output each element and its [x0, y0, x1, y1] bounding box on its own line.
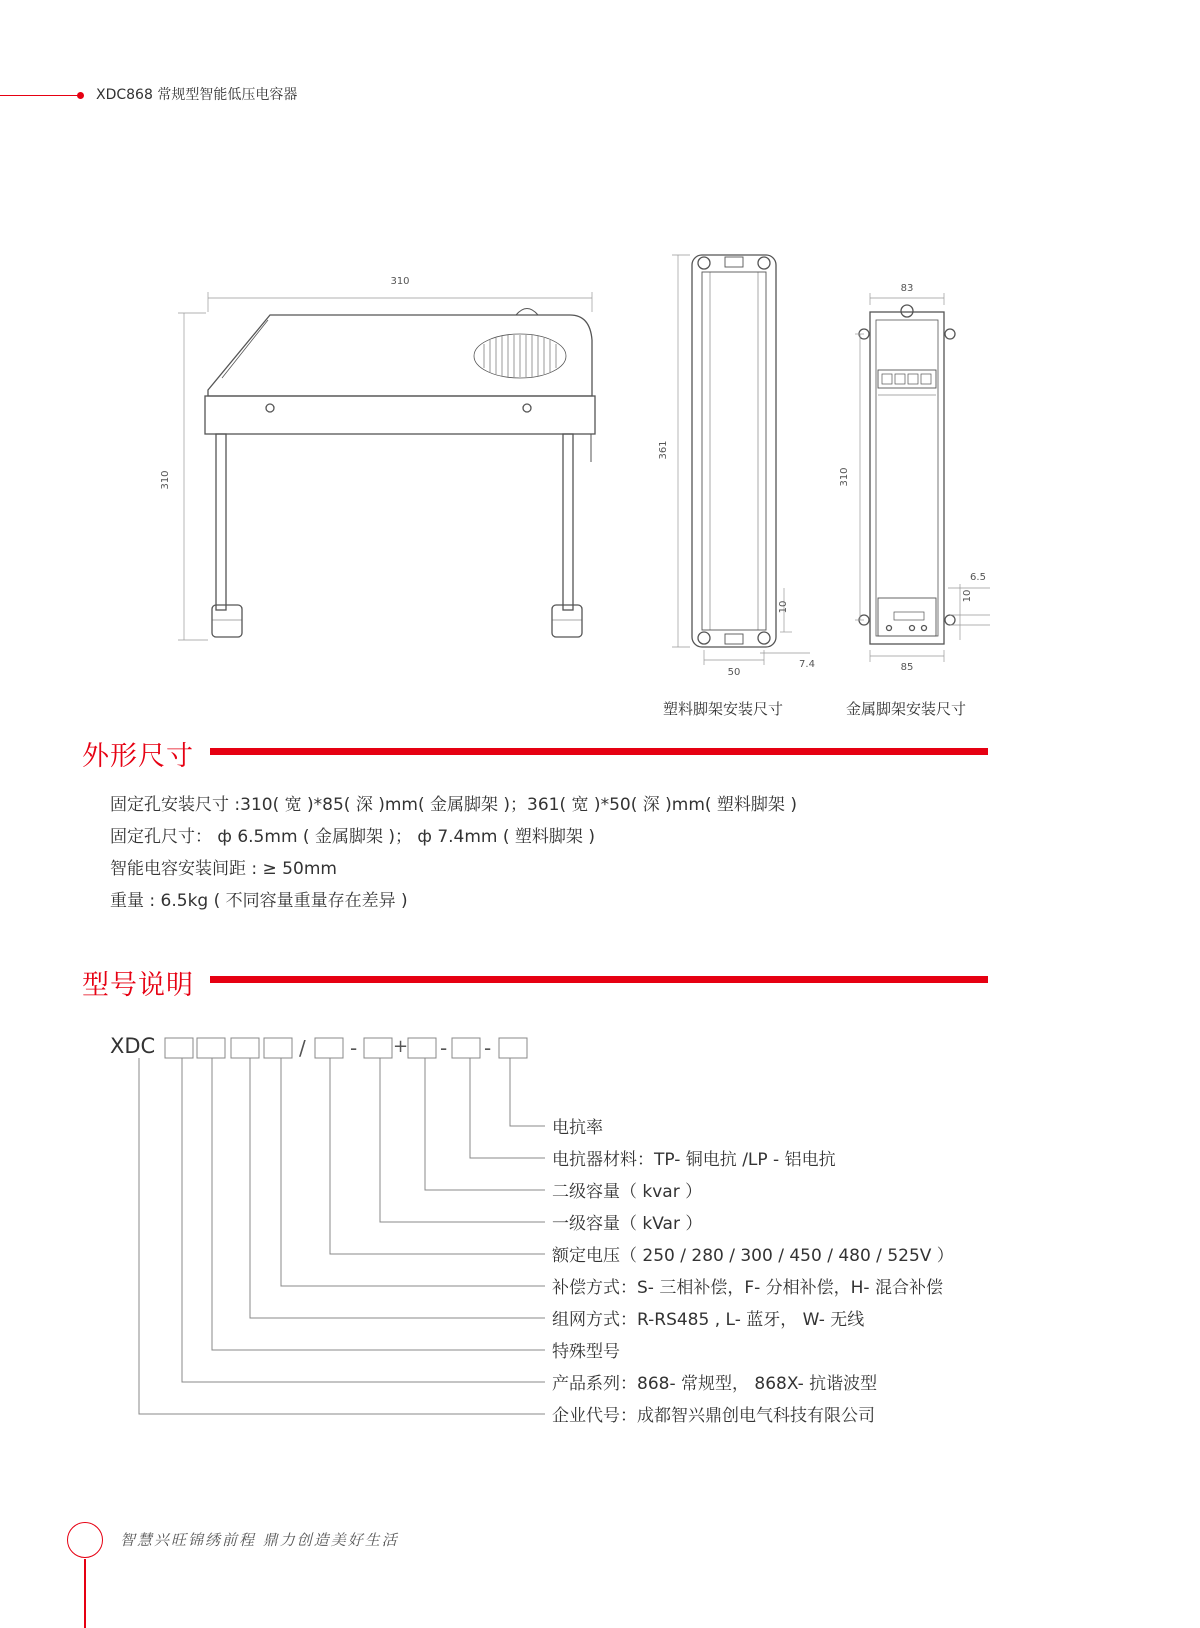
- section-bar-model: [210, 976, 988, 983]
- metal-side-dimensions: [855, 293, 990, 662]
- page-number-circle-icon: [67, 1522, 103, 1558]
- leader-line: [182, 1058, 545, 1382]
- code-separator: /: [299, 1036, 306, 1060]
- leader-line: [212, 1058, 545, 1350]
- code-box: [165, 1038, 193, 1058]
- model-field-desc: 补偿方式：S- 三相补偿，F- 分相补偿，H- 混合补偿: [552, 1278, 943, 1298]
- code-box: [364, 1038, 392, 1058]
- model-field-desc: 电抗器材料：TP- 铜电抗 /LP - 铝电抗: [552, 1150, 836, 1170]
- metal-bottom-dim: 85: [900, 662, 914, 673]
- code-separator: +: [393, 1036, 409, 1057]
- code-box: [231, 1038, 259, 1058]
- leader-line: [470, 1058, 545, 1158]
- leader-line: [250, 1058, 545, 1318]
- spec-line: 固定孔安装尺寸 :310( 宽 )*85( 深 )mm( 金属脚架 )；361( 宽 )*50( 深 )mm( 塑料脚架 ): [110, 795, 797, 815]
- code-box: [197, 1038, 225, 1058]
- plastic-height-dim: 361: [658, 440, 669, 460]
- leader-line: [510, 1058, 545, 1126]
- header-title: XDC868 常规型智能低压电容器: [96, 87, 298, 103]
- leader-line: [425, 1058, 545, 1190]
- model-field-desc: 额定电压（ 250 / 280 / 300 / 450 / 480 / 525V ）: [552, 1246, 954, 1266]
- plastic-side-dimensions: [672, 255, 810, 665]
- spec-line: 固定孔尺寸： ф 6.5mm ( 金属脚架 )； ф 7.4mm ( 塑料脚架 ): [110, 827, 595, 847]
- plastic-side-drawing: [692, 255, 776, 647]
- front-view-dimensions: [178, 292, 592, 640]
- footer-slogan: 智慧兴旺锦绣前程 鼎力创造美好生活: [120, 1531, 399, 1549]
- front-width-dim: 310: [390, 276, 410, 287]
- model-field-desc: 组网方式：R-RS485 , L- 蓝牙， W- 无线: [552, 1310, 865, 1330]
- section-title-model: 型号说明: [82, 970, 194, 1001]
- model-field-desc: 企业代号：成都智兴鼎创电气科技有限公司: [552, 1406, 875, 1426]
- section-title-dimensions: 外形尺寸: [82, 741, 194, 772]
- spec-line: 智能电容安装间距 : ≥ 50mm: [110, 859, 337, 879]
- leader-line: [281, 1058, 545, 1286]
- metal-foot-caption: 金属脚架安装尺寸: [846, 700, 967, 718]
- plastic-50-dim: 50: [727, 667, 741, 678]
- model-field-desc: 电抗率: [552, 1118, 603, 1138]
- metal-hole-dim: 6.5: [970, 572, 986, 583]
- plastic-10-dim: 10: [778, 600, 789, 614]
- metal-height-dim: 310: [839, 467, 850, 487]
- model-code-prefix: XDC: [110, 1034, 156, 1058]
- model-code-boxes: [165, 1038, 527, 1058]
- model-field-desc: 产品系列：868- 常规型， 868X- 抗谐波型: [552, 1374, 878, 1394]
- model-field-desc: 二级容量（ kvar ）: [552, 1182, 703, 1202]
- code-box: [264, 1038, 292, 1058]
- header-bullet-icon: [77, 92, 84, 99]
- spec-line: 重量 : 6.5kg ( 不同容量重量存在差异 ): [110, 891, 408, 911]
- header-rule: [0, 95, 80, 96]
- metal-top-dim: 83: [900, 283, 914, 294]
- plastic-hole-dim: 7.4: [799, 659, 815, 670]
- footer-rule: [84, 1559, 86, 1628]
- metal-10-dim: 10: [962, 589, 973, 603]
- model-code-leader-lines: [139, 1058, 545, 1414]
- leader-line: [380, 1058, 545, 1222]
- code-separator: -: [440, 1036, 448, 1060]
- code-box: [452, 1038, 480, 1058]
- code-box: [408, 1038, 436, 1058]
- front-height-dim: 310: [160, 470, 171, 490]
- model-field-desc: 特殊型号: [552, 1342, 620, 1362]
- leader-line: [139, 1058, 545, 1414]
- metal-side-drawing: [859, 305, 955, 644]
- code-box: [499, 1038, 527, 1058]
- code-separator: -: [484, 1036, 492, 1060]
- dimension-drawings: [0, 240, 1200, 720]
- plastic-foot-caption: 塑料脚架安装尺寸: [663, 700, 784, 718]
- front-view-drawing: [205, 309, 595, 638]
- section-bar-dimensions: [210, 748, 988, 755]
- code-separator: -: [350, 1036, 358, 1060]
- model-field-desc: 一级容量（ kVar ）: [552, 1214, 703, 1234]
- leader-line: [330, 1058, 545, 1254]
- code-box: [315, 1038, 343, 1058]
